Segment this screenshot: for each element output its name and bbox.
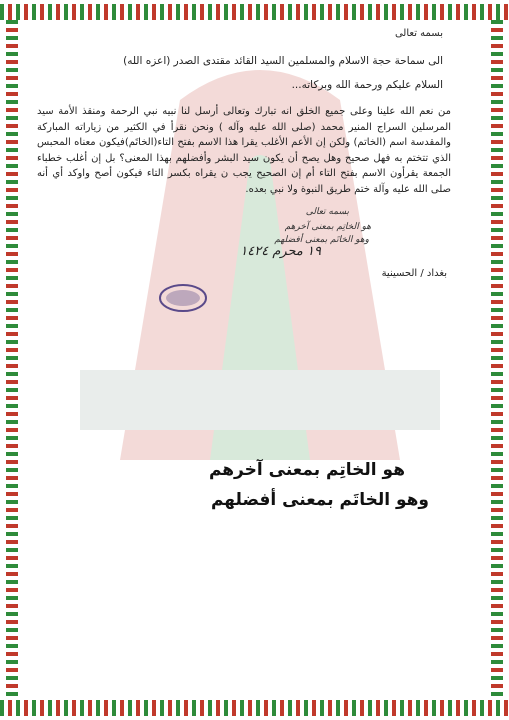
seal-stamp [158, 283, 208, 313]
headline-line-1: هو الخاتِم بمعنى آخرهم [208, 460, 405, 480]
handwritten-reply-line-1: بسمه تعالى [305, 207, 349, 217]
headline-line-2: وهو الخاتَم بمعنى أفضلهم [210, 490, 429, 510]
place-line: بغداد / الحسينية [381, 268, 447, 279]
handwritten-date: ١٩ محرم ١٤٢٤ [240, 244, 321, 259]
letter-body: من نعم الله علينا وعلى جميع الخلق انه تبارك وتعالى أرسل لنا نبيه نبي الرحمة ومنقذ الأمة سيد المرسلين السراج المنير محمد (صلى الله عليه وآله ) ونحن نقرأ في الكثير من زياراته المباركة والمقدسة اسم (الخاتم) ولكن إن الأعم الأغلب يقرا هذا الاسم بفتح التاء(الخاتَم)فيكون معناه المحبس الذي تتختم به فهل صحيح وهل يصح أن يكون سيد البشر وأفضلهم بهذا المعنى؟ بل إن أغلب خطباء الجمعة يقرأون الاسم بفتح التاء أم إن الصحيح يجب ن يقراه بكسر التاء فيكون أصح واوكد أي أنه صلى الله عليه وآلة ختم طريق النبوة ولا نبي بعده. [37, 106, 451, 195]
handwritten-reply-line-2: هو الخاتِم بمعنى آخرهم [284, 222, 371, 232]
greeting: السلام عليكم ورحمة الله وبركاته... [291, 79, 443, 91]
addressee: الى سماحة حجة الاسلام والمسلمين السيد القائد مقتدى الصدر (اعزه الله) [123, 55, 443, 67]
handwritten-reply-line-3: وهو الخاتَم بمعنى أفضلهم [274, 235, 369, 245]
decorative-border-bottom [0, 700, 509, 716]
decorative-border-top [0, 4, 509, 20]
basmala: بسمه تعالى [394, 28, 443, 39]
decorative-border-right [491, 20, 503, 700]
decorative-border-left [6, 20, 18, 700]
